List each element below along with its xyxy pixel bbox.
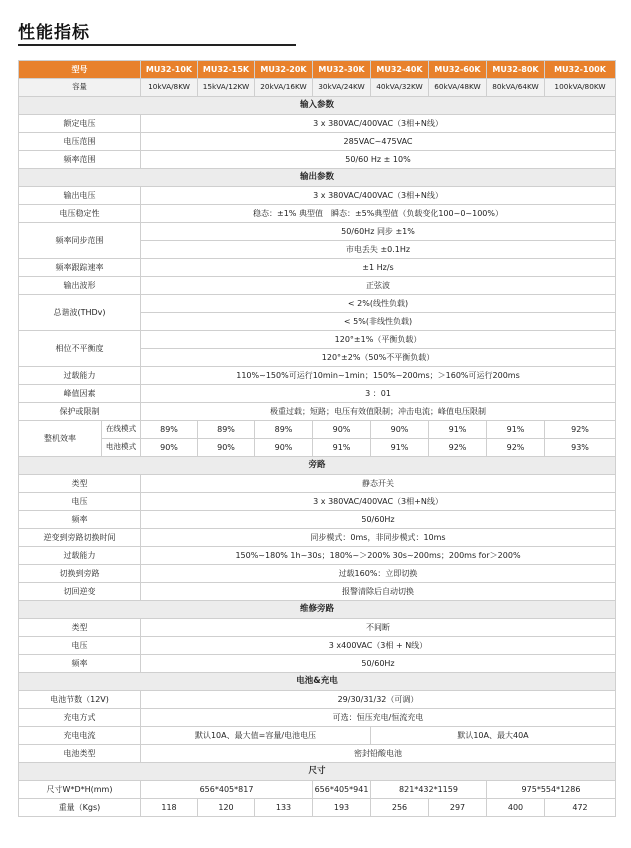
section-title: 维修旁路 (19, 601, 616, 619)
spec-value: 同步模式：0ms，非同步模式：10ms (141, 529, 616, 547)
model-name: MU32-20K (255, 61, 313, 79)
spec-row (19, 583, 616, 601)
capacity-value: 30kVA/24KW (313, 79, 371, 97)
spec-label: 充电电流 (19, 727, 141, 745)
spec-value: 默认10A、最大值=容量/电池电压 (141, 727, 371, 745)
spec-value: 静态开关 (141, 475, 616, 493)
capacity-value: 40kVA/32KW (371, 79, 429, 97)
spec-row (19, 115, 616, 133)
model-name: MU32-80K (487, 61, 545, 79)
efficiency-value: 90% (313, 421, 371, 439)
spec-label: 尺寸W*D*H(mm) (19, 781, 141, 799)
section-output (19, 169, 616, 187)
capacity-value: 80kVA/64KW (487, 79, 545, 97)
spec-value: 110%~150%可运行10min~1min；150%~200ms；＞160%可运行200ms (141, 367, 616, 385)
spec-row (19, 367, 616, 385)
section-size (19, 763, 616, 781)
spec-row (19, 781, 616, 799)
spec-value: 密封铅酸电池 (141, 745, 616, 763)
spec-label: 逆变到旁路切换时间 (19, 529, 141, 547)
efficiency-row-online (19, 421, 616, 439)
weight-value: 297 (429, 799, 487, 817)
weight-value: 120 (198, 799, 255, 817)
spec-label: 类型 (19, 475, 141, 493)
model-name: MU32-15K (198, 61, 255, 79)
spec-value: 可选：恒压充电/恒流充电 (141, 709, 616, 727)
spec-label: 整机效率 (19, 421, 102, 457)
spec-row (19, 493, 616, 511)
spec-value: 极重过载；短路；电压有效值限制；冲击电流；峰值电压限制 (141, 403, 616, 421)
capacity-value: 20kVA/16KW (255, 79, 313, 97)
spec-value: 120°±2%（50%不平衡负载） (141, 349, 616, 367)
capacity-row (19, 79, 616, 97)
spec-label: 切换到旁路 (19, 565, 141, 583)
spec-value: 656*405*941 (313, 781, 371, 799)
spec-label: 电压 (19, 493, 141, 511)
section-title: 输出参数 (19, 169, 616, 187)
spec-label: 总谐波(THDv) (19, 295, 141, 331)
spec-label: 输出波形 (19, 277, 141, 295)
page-title: 性能指标 (18, 23, 90, 43)
spec-label: 过载能力 (19, 547, 141, 565)
efficiency-value: 91% (313, 439, 371, 457)
capacity-label: 容量 (19, 79, 141, 97)
spec-row (19, 637, 616, 655)
weight-value: 400 (487, 799, 545, 817)
spec-row (19, 331, 616, 349)
model-name: MU32-30K (313, 61, 371, 79)
spec-value: 50/60Hz 同步 ±1% (141, 223, 616, 241)
spec-row (19, 133, 616, 151)
spec-row (19, 799, 616, 817)
spec-label: 频率 (19, 655, 141, 673)
spec-value: 150%~180% 1h~30s；180%~＞200% 30s~200ms；200ms for＞200% (141, 547, 616, 565)
spec-value: < 5%(非线性负载) (141, 313, 616, 331)
spec-label: 电压 (19, 637, 141, 655)
spec-row (19, 709, 616, 727)
spec-label: 相位不平衡度 (19, 331, 141, 367)
spec-value: 默认10A、最大40A (371, 727, 616, 745)
model-name: MU32-40K (371, 61, 429, 79)
spec-row (19, 655, 616, 673)
weight-value: 118 (141, 799, 198, 817)
spec-row (19, 403, 616, 421)
section-battery (19, 673, 616, 691)
spec-label: 频率跟踪速率 (19, 259, 141, 277)
spec-label: 类型 (19, 619, 141, 637)
capacity-value: 100kVA/80KW (545, 79, 616, 97)
spec-row (19, 745, 616, 763)
spec-value: 3 x 380VAC/400VAC（3相+N线） (141, 493, 616, 511)
spec-label: 电池节数（12V) (19, 691, 141, 709)
spec-row (19, 529, 616, 547)
spec-row (19, 223, 616, 241)
spec-label: 重量（Kgs) (19, 799, 141, 817)
efficiency-value: 91% (487, 421, 545, 439)
spec-label: 电压稳定性 (19, 205, 141, 223)
efficiency-value: 92% (545, 421, 616, 439)
spec-row (19, 727, 616, 745)
spec-value: 3 x 380VAC/400VAC（3相+N线） (141, 115, 616, 133)
spec-value: 120°±1%（平衡负载） (141, 331, 616, 349)
spec-label: 频率同步范围 (19, 223, 141, 259)
weight-value: 472 (545, 799, 616, 817)
spec-row (19, 187, 616, 205)
model-name: MU32-60K (429, 61, 487, 79)
spec-label: 频率范围 (19, 151, 141, 169)
spec-label: 切回逆变 (19, 583, 141, 601)
efficiency-value: 89% (141, 421, 198, 439)
efficiency-value: 92% (429, 439, 487, 457)
spec-row (19, 691, 616, 709)
efficiency-value: 90% (198, 439, 255, 457)
efficiency-value: 91% (371, 439, 429, 457)
section-title: 电池&充电 (19, 673, 616, 691)
efficiency-value: 90% (371, 421, 429, 439)
efficiency-value: 89% (255, 421, 313, 439)
spec-value: 3 x400VAC（3相 + N线） (141, 637, 616, 655)
spec-value: 不间断 (141, 619, 616, 637)
spec-value: 稳态：±1% 典型值 瞬态：±5%典型值（负载变化100~0~100%） (141, 205, 616, 223)
efficiency-value: 90% (141, 439, 198, 457)
weight-value: 256 (371, 799, 429, 817)
spec-value: ±1 Hz/s (141, 259, 616, 277)
efficiency-value: 89% (198, 421, 255, 439)
section-maint-bypass (19, 601, 616, 619)
capacity-value: 10kVA/8KW (141, 79, 198, 97)
efficiency-value: 90% (255, 439, 313, 457)
spec-value: 29/30/31/32（可调） (141, 691, 616, 709)
section-title: 输入参数 (19, 97, 616, 115)
spec-row (19, 385, 616, 403)
efficiency-value: 91% (429, 421, 487, 439)
spec-value: 3 ：01 (141, 385, 616, 403)
efficiency-row-battery (19, 439, 616, 457)
capacity-value: 15kVA/12KW (198, 79, 255, 97)
section-input (19, 97, 616, 115)
spec-value: 市电丢失 ±0.1Hz (141, 241, 616, 259)
spec-value: 821*432*1159 (371, 781, 487, 799)
spec-row (19, 619, 616, 637)
spec-label: 电池类型 (19, 745, 141, 763)
spec-value: 过载160%：立即切换 (141, 565, 616, 583)
weight-value: 193 (313, 799, 371, 817)
section-title: 旁路 (19, 457, 616, 475)
spec-label: 输出电压 (19, 187, 141, 205)
spec-label: 频率 (19, 511, 141, 529)
model-header-row (19, 61, 616, 79)
spec-value: 285VAC~475VAC (141, 133, 616, 151)
spec-value: 656*405*817 (141, 781, 313, 799)
spec-value: 50/60Hz (141, 511, 616, 529)
efficiency-value: 93% (545, 439, 616, 457)
spec-table (18, 60, 616, 817)
spec-row (19, 511, 616, 529)
model-label: 型号 (19, 61, 141, 79)
title-rule (18, 44, 296, 46)
section-bypass (19, 457, 616, 475)
spec-label: 峰值因素 (19, 385, 141, 403)
spec-value: 正弦波 (141, 277, 616, 295)
spec-label: 过载能力 (19, 367, 141, 385)
spec-value: 报警清除后自动切换 (141, 583, 616, 601)
spec-row (19, 151, 616, 169)
spec-value: 50/60 Hz ± 10% (141, 151, 616, 169)
spec-row (19, 259, 616, 277)
spec-row (19, 565, 616, 583)
weight-value: 133 (255, 799, 313, 817)
capacity-value: 60kVA/48KW (429, 79, 487, 97)
efficiency-mode-label: 电池模式 (102, 439, 141, 457)
spec-row (19, 277, 616, 295)
spec-label: 电压范围 (19, 133, 141, 151)
spec-value: 50/60Hz (141, 655, 616, 673)
spec-value: 975*554*1286 (487, 781, 616, 799)
model-name: MU32-100K (545, 61, 616, 79)
spec-label: 保护或限制 (19, 403, 141, 421)
efficiency-mode-label: 在线模式 (102, 421, 141, 439)
spec-row (19, 295, 616, 313)
spec-value: < 2%(线性负载) (141, 295, 616, 313)
spec-label: 充电方式 (19, 709, 141, 727)
spec-row (19, 205, 616, 223)
spec-row (19, 547, 616, 565)
spec-value: 3 x 380VAC/400VAC（3相+N线） (141, 187, 616, 205)
efficiency-value: 92% (487, 439, 545, 457)
model-name: MU32-10K (141, 61, 198, 79)
spec-row (19, 475, 616, 493)
section-title: 尺寸 (19, 763, 616, 781)
spec-label: 额定电压 (19, 115, 141, 133)
